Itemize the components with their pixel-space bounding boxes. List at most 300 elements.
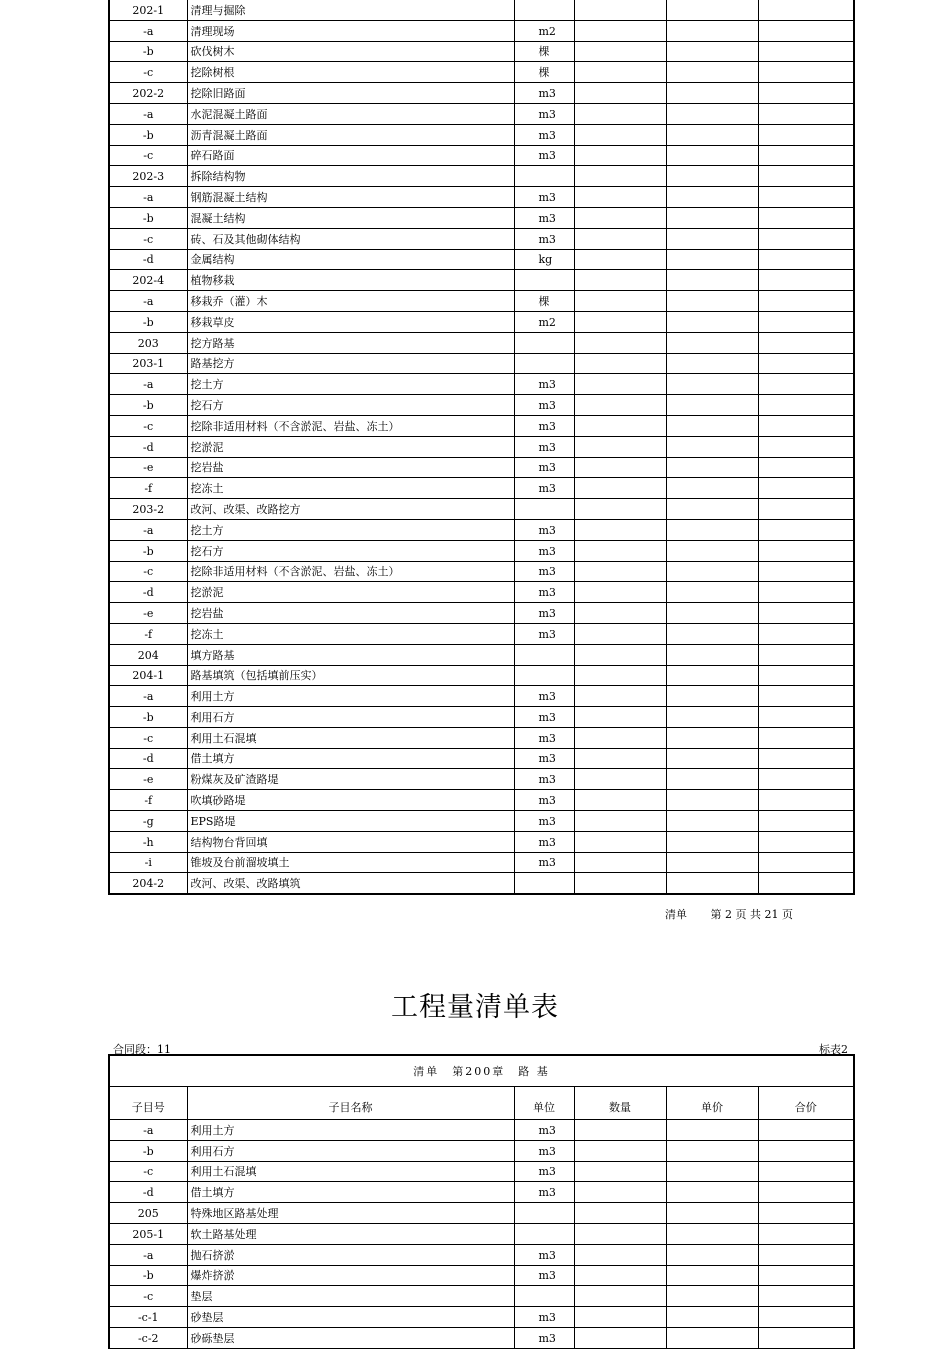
item-total-price [758,790,853,811]
table-row [110,41,853,62]
item-name: 挖土方 [187,519,514,540]
footer-page-number: 第 2 页 共 21 页 [710,908,793,921]
item-unit: m3 [514,145,574,166]
item-code: -c [110,62,187,83]
item-unit [514,644,574,665]
item-code: -c [110,727,187,748]
item-unit-price [666,665,758,686]
item-name: 水泥混凝土路面 [187,103,514,124]
item-quantity [574,457,666,478]
item-unit-price [666,831,758,852]
item-unit: m3 [514,228,574,249]
item-code: -b [110,540,187,561]
item-name: 挖冻土 [187,478,514,499]
chapter-heading-row [110,1056,853,1087]
item-code: -c [110,1161,187,1182]
item-name: 植物移栽 [187,270,514,291]
page-footer [665,906,813,922]
item-code: -a [110,1120,187,1141]
item-quantity [574,62,666,83]
item-unit-price [666,1140,758,1161]
item-name: 碎石路面 [187,145,514,166]
item-total-price [758,686,853,707]
item-unit-price [666,1307,758,1328]
item-quantity [574,644,666,665]
item-quantity [574,207,666,228]
item-unit: m3 [514,395,574,416]
item-unit-price [666,873,758,893]
item-unit: 棵 [514,62,574,83]
item-total-price [758,1244,853,1265]
item-name: 清理与掘除 [187,0,514,20]
item-quantity [574,1286,666,1307]
table-row [110,415,853,436]
item-unit-price [666,748,758,769]
item-unit-price [666,1161,758,1182]
item-quantity [574,270,666,291]
item-total-price [758,519,853,540]
item-code: -a [110,374,187,395]
item-unit: m3 [514,852,574,873]
table-row [110,1161,853,1182]
item-quantity [574,811,666,832]
item-total-price [758,291,853,312]
item-unit-price [666,561,758,582]
item-unit-price [666,207,758,228]
item-name: 挖除树根 [187,62,514,83]
item-quantity [574,41,666,62]
table-row [110,1120,853,1141]
item-total-price [758,582,853,603]
item-unit-price [666,603,758,624]
item-code: -b [110,207,187,228]
item-code: -d [110,582,187,603]
item-code: -c-1 [110,1307,187,1328]
item-quantity [574,395,666,416]
item-name: 爆炸挤淤 [187,1265,514,1286]
item-unit: m3 [514,748,574,769]
form-number: 标表2 [819,1043,848,1056]
item-unit-price [666,644,758,665]
item-unit: m3 [514,207,574,228]
header-total-price: 合价 [758,1087,853,1120]
table-row [110,852,853,873]
item-total-price [758,228,853,249]
item-total-price [758,124,853,145]
item-total-price [758,727,853,748]
table-row [110,166,853,187]
table-row [110,1286,853,1307]
table-row [110,603,853,624]
table-row [110,1244,853,1265]
item-name: 挖除非适用材料（不含淤泥、岩盐、冻土） [187,561,514,582]
item-unit-price [666,166,758,187]
item-total-price [758,457,853,478]
item-name: 锥坡及台前溜坡填土 [187,852,514,873]
item-quantity [574,145,666,166]
table-row [110,457,853,478]
item-unit: m3 [514,686,574,707]
item-unit-price [666,790,758,811]
item-quantity [574,499,666,520]
item-quantity [574,124,666,145]
table-row [110,353,853,374]
item-quantity [574,1203,666,1224]
item-quantity [574,374,666,395]
item-code: -c [110,228,187,249]
item-name: 挖冻土 [187,623,514,644]
item-unit: m3 [514,769,574,790]
item-code: -b [110,707,187,728]
item-quantity [574,311,666,332]
item-unit-price [666,727,758,748]
item-unit [514,499,574,520]
item-name: 挖岩盐 [187,457,514,478]
item-quantity [574,727,666,748]
item-total-price [758,187,853,208]
item-name: 结构物台背回填 [187,831,514,852]
item-name: 特殊地区路基处理 [187,1203,514,1224]
item-unit-price [666,228,758,249]
item-unit-price [666,83,758,104]
table-row [110,1265,853,1286]
table-row [110,790,853,811]
item-unit-price [666,1120,758,1141]
item-total-price [758,852,853,873]
item-name: 挖淤泥 [187,436,514,457]
item-quantity [574,603,666,624]
item-name: 混凝土结构 [187,207,514,228]
item-unit-price [666,1182,758,1203]
item-unit: m3 [514,415,574,436]
item-total-price [758,873,853,893]
item-quantity [574,769,666,790]
table-row [110,0,853,20]
item-code: -d [110,436,187,457]
item-name: 挖方路基 [187,332,514,353]
item-quantity [574,436,666,457]
item-name: 利用石方 [187,1140,514,1161]
table-row [110,769,853,790]
item-name: 钢筋混凝土结构 [187,187,514,208]
item-total-price [758,603,853,624]
item-unit: m3 [514,103,574,124]
item-name: 拆除结构物 [187,166,514,187]
item-code: -b [110,41,187,62]
item-unit-price [666,353,758,374]
item-unit: m3 [514,540,574,561]
item-name: 挖土方 [187,374,514,395]
item-total-price [758,748,853,769]
item-unit-price [666,311,758,332]
item-unit: m3 [514,124,574,145]
table-row [110,291,853,312]
item-code: -b [110,311,187,332]
chapter-heading: 清单 第200章 路 基 [110,1056,853,1087]
item-quantity [574,519,666,540]
footer-label: 清单 [665,908,687,921]
item-unit-price [666,249,758,270]
item-unit: 棵 [514,41,574,62]
item-name: 利用石方 [187,707,514,728]
item-code: 205-1 [110,1223,187,1244]
table-row [110,1203,853,1224]
item-unit [514,1286,574,1307]
item-quantity [574,1161,666,1182]
item-name: 移栽乔（灌）木 [187,291,514,312]
item-quantity [574,332,666,353]
item-quantity [574,873,666,893]
table-row [110,228,853,249]
item-total-price [758,478,853,499]
item-unit: m3 [514,727,574,748]
table-row [110,811,853,832]
item-unit-price [666,1223,758,1244]
item-total-price [758,249,853,270]
item-unit: m3 [514,1244,574,1265]
item-total-price [758,374,853,395]
item-quantity [574,1120,666,1141]
item-code: -f [110,623,187,644]
item-quantity [574,1182,666,1203]
item-quantity [574,415,666,436]
item-name: 挖岩盐 [187,603,514,624]
bill-table-2-grid [110,1056,853,1349]
item-unit-price [666,332,758,353]
item-unit: m3 [514,623,574,644]
item-name: 砖、石及其他砌体结构 [187,228,514,249]
item-unit-price [666,415,758,436]
item-total-price [758,1140,853,1161]
item-total-price [758,831,853,852]
item-quantity [574,478,666,499]
item-total-price [758,1307,853,1328]
item-code: 202-4 [110,270,187,291]
table-row [110,207,853,228]
item-unit [514,665,574,686]
item-total-price [758,644,853,665]
item-total-price [758,1286,853,1307]
item-quantity [574,291,666,312]
item-code: -c [110,1286,187,1307]
item-code: 202-2 [110,83,187,104]
item-unit [514,1223,574,1244]
item-quantity [574,707,666,728]
item-unit-price [666,187,758,208]
table-row [110,519,853,540]
table-row [110,1140,853,1161]
item-name: 路基挖方 [187,353,514,374]
item-total-price [758,540,853,561]
table-row [110,124,853,145]
item-quantity [574,1223,666,1244]
item-total-price [758,20,853,41]
table-row [110,187,853,208]
item-unit: m3 [514,519,574,540]
item-unit: m2 [514,20,574,41]
item-total-price [758,769,853,790]
table-row [110,1223,853,1244]
item-unit-price [666,540,758,561]
item-code: 202-3 [110,166,187,187]
item-total-price [758,665,853,686]
item-unit: m3 [514,1120,574,1141]
item-code: -a [110,686,187,707]
item-total-price [758,0,853,20]
item-unit-price [666,1265,758,1286]
item-name: 清理现场 [187,20,514,41]
item-unit-price [666,374,758,395]
header-code: 子目号 [110,1087,187,1120]
item-unit: m3 [514,561,574,582]
item-code: -i [110,852,187,873]
bill-table-page-2 [108,1054,855,1349]
item-name: 利用土方 [187,1120,514,1141]
header-quantity: 数量 [574,1087,666,1120]
item-name: 沥青混凝土路面 [187,124,514,145]
item-code: -f [110,478,187,499]
item-total-price [758,207,853,228]
item-quantity [574,686,666,707]
table-row [110,374,853,395]
item-code: -a [110,103,187,124]
item-unit: kg [514,249,574,270]
item-unit: m3 [514,478,574,499]
item-unit: m2 [514,311,574,332]
item-total-price [758,103,853,124]
item-unit-price [666,623,758,644]
item-name: 吹填砂路堤 [187,790,514,811]
table-row [110,311,853,332]
item-quantity [574,187,666,208]
item-code: -e [110,603,187,624]
item-unit-price [666,769,758,790]
item-code: -a [110,20,187,41]
item-quantity [574,748,666,769]
item-code: 204-2 [110,873,187,893]
item-unit-price [666,62,758,83]
bill-table-1-grid [110,0,853,893]
item-unit: m3 [514,1161,574,1182]
item-total-price [758,623,853,644]
item-unit: m3 [514,374,574,395]
item-name: 移栽草皮 [187,311,514,332]
table-row [110,707,853,728]
item-code: -b [110,395,187,416]
item-name: 挖石方 [187,540,514,561]
item-quantity [574,790,666,811]
header-unit-price: 单价 [666,1087,758,1120]
table-row [110,1327,853,1348]
item-unit-price [666,395,758,416]
table-row [110,644,853,665]
item-unit-price [666,707,758,728]
table-row [110,62,853,83]
item-unit-price [666,1286,758,1307]
table-row [110,103,853,124]
item-unit: m3 [514,1140,574,1161]
item-unit: m3 [514,603,574,624]
item-total-price [758,561,853,582]
item-total-price [758,145,853,166]
item-name: 挖淤泥 [187,582,514,603]
item-code: -c [110,145,187,166]
item-name: 挖除旧路面 [187,83,514,104]
item-quantity [574,353,666,374]
item-quantity [574,20,666,41]
item-name: EPS路堤 [187,811,514,832]
item-code: -d [110,748,187,769]
item-quantity [574,228,666,249]
table-row [110,561,853,582]
item-name: 挖除非适用材料（不含淤泥、岩盐、冻土） [187,415,514,436]
item-unit: m3 [514,1307,574,1328]
item-name: 软土路基处理 [187,1223,514,1244]
item-name: 利用土石混填 [187,1161,514,1182]
item-total-price [758,1203,853,1224]
item-quantity [574,1307,666,1328]
item-unit-price [666,457,758,478]
item-unit: m3 [514,811,574,832]
item-unit [514,332,574,353]
table-row [110,1182,853,1203]
table-row [110,20,853,41]
table-row [110,582,853,603]
item-unit-price [666,1203,758,1224]
item-quantity [574,249,666,270]
item-quantity [574,166,666,187]
item-unit: m3 [514,187,574,208]
item-unit: 棵 [514,291,574,312]
item-code: -c [110,561,187,582]
item-code: 202-1 [110,0,187,20]
item-unit: m3 [514,707,574,728]
item-code: -g [110,811,187,832]
item-code: 205 [110,1203,187,1224]
item-total-price [758,166,853,187]
item-code: -d [110,1182,187,1203]
item-unit-price [666,291,758,312]
column-header-row [110,1087,853,1120]
table-row [110,686,853,707]
item-total-price [758,83,853,104]
item-unit-price [666,499,758,520]
table-row [110,145,853,166]
item-total-price [758,270,853,291]
item-name: 金属结构 [187,249,514,270]
item-code: 203-2 [110,499,187,520]
item-quantity [574,831,666,852]
item-unit-price [666,478,758,499]
item-name: 砂垫层 [187,1307,514,1328]
item-code: -f [110,790,187,811]
item-code: -d [110,249,187,270]
table-row [110,831,853,852]
item-code: 204-1 [110,665,187,686]
item-total-price [758,332,853,353]
item-unit: m3 [514,582,574,603]
item-quantity [574,852,666,873]
item-unit-price [666,852,758,873]
item-total-price [758,499,853,520]
table-row [110,748,853,769]
item-unit [514,873,574,893]
item-total-price [758,1161,853,1182]
item-unit: m3 [514,83,574,104]
item-unit-price [666,582,758,603]
item-name: 粉煤灰及矿渣路堤 [187,769,514,790]
item-unit-price [666,124,758,145]
